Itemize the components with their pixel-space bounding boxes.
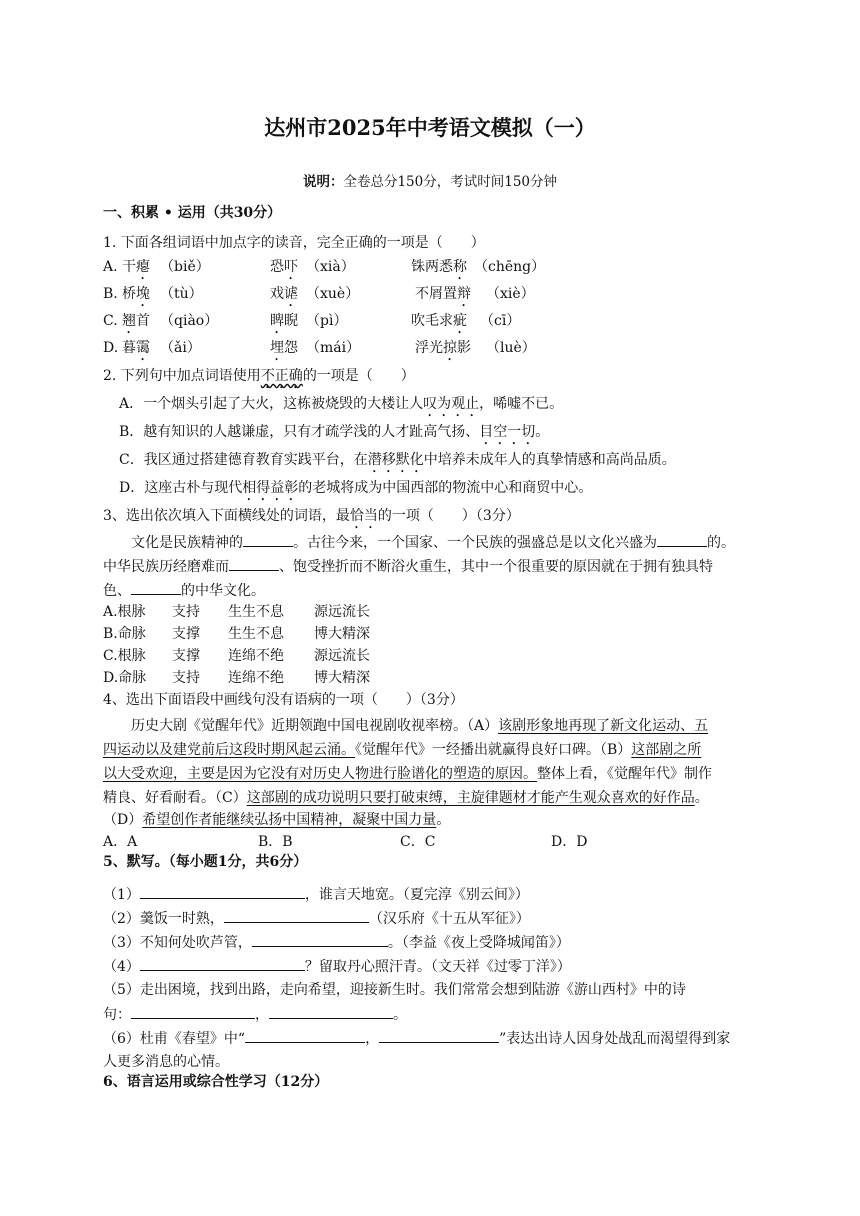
option-cell: A.根脉 (103, 604, 146, 620)
dotted-char: 翘 (122, 313, 136, 329)
pinyin: （mái） (306, 340, 361, 356)
underlined-sentence-d: 希望创作者能继续弘扬中国精神，凝聚中国力量 (142, 812, 437, 828)
option-cell: D.命脉 (103, 670, 147, 686)
option-cell: C.根脉 (103, 648, 146, 664)
exam-instructions (0, 172, 860, 192)
q2-option-d: D．这座古朴与现代相得益彰的老城将成为中国西部的物流中心和商贸中心。 (119, 480, 593, 496)
pinyin: （xuè） (306, 286, 360, 302)
option-cell: 支持 (172, 604, 200, 620)
word-with-dotted-char: 浮光掠影 (415, 340, 471, 356)
option-cell: 博大精深 (314, 626, 370, 642)
answer-blank[interactable] (140, 956, 305, 971)
pinyin: （ǎi） (160, 340, 201, 356)
word-with-dotted-char: 戏谑 (270, 286, 298, 302)
dotted-char: 称 (453, 259, 467, 275)
q5-item-4: （4） ？留取丹心照汗青。（文天祥《过零丁洋》） (103, 956, 571, 977)
q2-option-b: B．越有知识的人越谦虚，只有才疏学浅的人才趾高气扬、目空一切。 (119, 424, 550, 440)
instructions-text: 全卷总分150分，考试时间150分钟 (343, 174, 558, 190)
dotted-char: 掠 (443, 340, 457, 356)
dotted-char: 辩 (457, 286, 471, 302)
option-cell: 博大精深 (314, 670, 370, 686)
option-cell: 支撑 (172, 648, 200, 664)
pinyin: （biě） (160, 259, 210, 275)
q4-passage-line: 历史大剧《觉醒年代》近期领跑中国电视剧收视率榜。（A）该剧形象地再现了新文化运动、五 (131, 718, 709, 734)
pinyin: （xiè） (486, 286, 535, 302)
option-letter: C. (103, 313, 118, 329)
pinyin: （cī） (480, 313, 521, 329)
q5-item-6: （6）杜甫《春望》中“ ， ”表达出诗人因身处战乱而渴望得到家 (103, 1028, 730, 1049)
dotted-char: 埋 (270, 340, 284, 356)
underlined-sentence-a: 该剧形象地再现了新文化运动、五 (498, 718, 709, 734)
pinyin: （chēng） (474, 259, 546, 275)
q2-option-a: A．一个烟头引起了大火，这栋被烧毁的大楼让人叹为观止，唏嘘不已。 (119, 396, 564, 412)
instructions-label: 说明： (302, 174, 344, 190)
q4-passage-line: 精良、好看耐看。（C）这部剧的成功说明只要打破束缚，主旋律题材才能产生观众喜欢的好作品。 (103, 790, 709, 806)
q5-heading: 5、默写。（每小题1分，共6分） (103, 854, 308, 870)
dotted-phrase: 叹为观止 (423, 396, 480, 412)
q3-passage-line: 中华民族历经磨难而 、饱受挫折而不断浴火重生，其中一个很重要的原因就在于拥有独具特 (103, 556, 713, 577)
dotted-char: 睥 (270, 313, 284, 329)
option-cell: 支持 (172, 670, 200, 686)
q4-passage-line: （D）希望创作者能继续弘扬中国精神，凝聚中国力量。 (103, 812, 451, 828)
option-cell: 源远流长 (314, 604, 370, 620)
option-a: A．A (103, 834, 138, 850)
underlined-sentence-b: 以大受欢迎，主要是因为它没有对历史人物进行脸谱化的塑造的原因。 (103, 766, 537, 782)
answer-blank[interactable] (269, 1004, 393, 1019)
answer-blank[interactable] (140, 884, 305, 899)
pinyin: （xià） (306, 259, 355, 275)
option-d: D．D (551, 834, 588, 850)
option-letter: D. (103, 340, 119, 356)
q5-item-3: （3）不知何处吹芦管， 。（李益《夜上受降城闻笛》） (103, 932, 570, 953)
word-with-dotted-char: 不屑置辩 (415, 286, 471, 302)
dotted-phrase: 恰当 (349, 508, 378, 524)
q6-heading: 6、语言运用或综合性学习（12分） (103, 1074, 329, 1090)
q2-stem: 2. 下列句中加点词语使用不正确的一项是（ ） (103, 368, 415, 384)
dotted-phrase: 目空一切 (479, 424, 536, 440)
fill-blank[interactable] (131, 580, 181, 595)
q2-option-c: C．我区通过搭建德育教育实践平台，在潜移默化中培养未成年人的真挚情感和高尚品质。 (119, 452, 676, 468)
word-with-dotted-char: 埋怨 (270, 340, 298, 356)
q1-stem: 1. 下面各组词语中加点字的读音，完全正确的一项是（ ） (103, 235, 485, 251)
underlined-sentence-a: 四运动以及建党前后这段时期风起云涌。 (103, 742, 355, 758)
dotted-char: 霭 (136, 340, 150, 356)
dotted-char: 疵 (453, 313, 467, 329)
option-letter: B. (103, 286, 118, 302)
word-with-dotted-char: 暮霭 (122, 340, 150, 356)
option-letter: A. (103, 259, 118, 275)
option-cell: 支撑 (172, 626, 200, 642)
q5-item-5: （5）走出困境，找到出路，走向希望，迎接新生时。我们常常会想到陆游《游山西村》中的诗 (103, 982, 686, 998)
option-cell: 生生不息 (228, 604, 284, 620)
answer-blank[interactable] (131, 1004, 255, 1019)
underlined-sentence-c: 这部剧的成功说明只要打破束缚，主旋律题材才能产生观众喜欢的好作品 (246, 790, 695, 806)
fill-blank[interactable] (657, 532, 707, 547)
answer-blank[interactable] (252, 932, 388, 947)
word-with-dotted-char: 翘首 (122, 313, 150, 329)
option-b: B．B (258, 834, 293, 850)
q4-passage-line: 以大受欢迎，主要是因为它没有对历史人物进行脸谱化的塑造的原因。整体上看，《觉醒年代》制作 (103, 766, 712, 782)
q4-stem: 4、选出下面语段中画线句没有语病的一项（ ）（3分） (103, 692, 464, 708)
option-cell: 生生不息 (228, 626, 284, 642)
dotted-phrase: 相得益彰 (242, 480, 299, 496)
word-with-dotted-char: 桥堍 (122, 286, 150, 302)
dotted-char: 谑 (284, 286, 298, 302)
word-with-dotted-char: 吹毛求疵 (411, 313, 467, 329)
answer-blank[interactable] (224, 908, 369, 923)
q5-item-1: （1） ，谁言天地宽。（夏完淳《别云间》） (103, 884, 529, 905)
dotted-char: 吓 (284, 259, 298, 275)
option-cell: 连绵不绝 (228, 648, 284, 664)
option-cell: 连绵不绝 (228, 670, 284, 686)
underlined-sentence-b: 这部剧之所 (631, 742, 702, 758)
pinyin: （tù） (160, 286, 203, 302)
q4-passage-line: 四运动以及建党前后这段时期风起云涌。《觉醒年代》一经播出就赢得良好口碑。（B）这部剧之所 (103, 742, 702, 758)
option-c: C．C (400, 834, 436, 850)
pinyin: （luè） (486, 340, 536, 356)
word-with-dotted-char: 铢两悉称 (411, 259, 467, 275)
q3-passage-line: 色、 的中华文化。 (103, 580, 265, 601)
option-cell: B.命脉 (103, 626, 146, 642)
word-with-dotted-char: 干瘪 (122, 259, 150, 275)
answer-blank[interactable] (245, 1028, 365, 1043)
fill-blank[interactable] (229, 556, 279, 571)
section-heading: 一、积累 • 运用（共30分） (103, 205, 282, 221)
exam-title: 达州市2025年中考语文模拟（一） (264, 115, 596, 140)
answer-blank[interactable] (379, 1028, 499, 1043)
fill-blank[interactable] (243, 532, 293, 547)
q3-passage-line: 文化是民族精神的 。古往今来，一个国家、一个民族的强盛总是以文化兴盛为 的。 (131, 532, 735, 553)
word-with-dotted-char: 恐吓 (270, 259, 298, 275)
dotted-phrase: 潜移默化 (367, 452, 424, 468)
pinyin: （pì） (306, 313, 348, 329)
emphasis-mark: 不正确 (260, 368, 303, 384)
q5-item-5-cont: 句： ， 。 (103, 1004, 407, 1025)
option-cell: 源远流长 (314, 648, 370, 664)
pinyin: （qiào） (160, 313, 219, 329)
word-with-dotted-char: 睥睨 (270, 313, 298, 329)
dotted-char: 瘪 (136, 259, 150, 275)
q5-item-6-cont: 人更多消息的心情。 (103, 1054, 229, 1070)
q5-item-2: （2）羹饭一时熟， （汉乐府《十五从军征》） (103, 908, 530, 929)
q3-stem: 3、选出依次填入下面横线处的词语，最恰当的一项（ ）（3分） (103, 508, 520, 524)
dotted-char: 堍 (136, 286, 150, 302)
